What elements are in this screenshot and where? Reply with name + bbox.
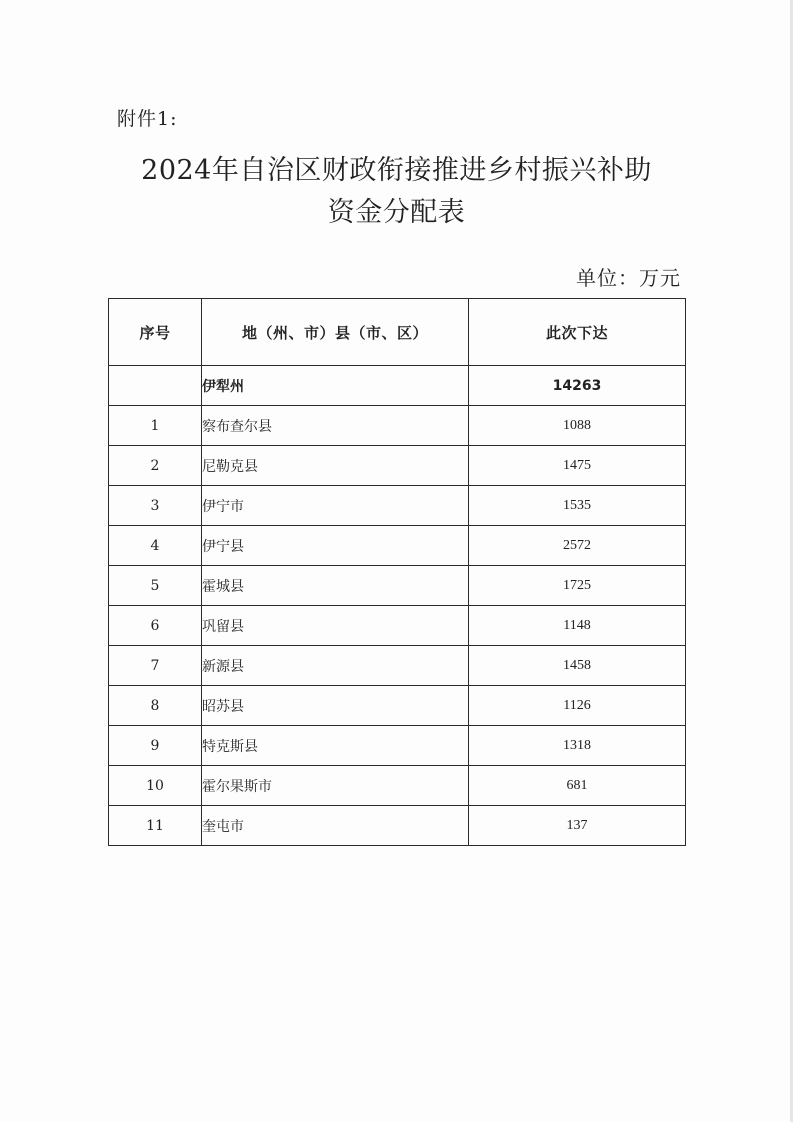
unit-label: 单位：万元 <box>576 266 681 290</box>
row-region: 特克斯县 <box>202 726 469 766</box>
table-row <box>109 766 686 806</box>
row-amount: 1535 <box>469 486 686 526</box>
row-no: 9 <box>109 726 202 766</box>
row-region: 新源县 <box>202 646 469 686</box>
table-row <box>109 526 686 566</box>
subtotal-amount: 14263 <box>469 366 686 406</box>
row-no: 2 <box>109 446 202 486</box>
table-row <box>109 566 686 606</box>
table-row <box>109 486 686 526</box>
row-no: 1 <box>109 406 202 446</box>
row-region: 尼勒克县 <box>202 446 469 486</box>
header-amount: 此次下达 <box>469 299 686 366</box>
row-no: 7 <box>109 646 202 686</box>
row-no: 4 <box>109 526 202 566</box>
row-amount: 1725 <box>469 566 686 606</box>
table-header-row <box>109 299 686 366</box>
row-amount: 1475 <box>469 446 686 486</box>
table-row <box>109 646 686 686</box>
row-amount: 1458 <box>469 646 686 686</box>
row-no: 3 <box>109 486 202 526</box>
attachment-label: 附件1: <box>117 108 178 130</box>
table-row <box>109 806 686 846</box>
subtotal-no <box>109 366 202 406</box>
row-region: 奎屯市 <box>202 806 469 846</box>
subtotal-row <box>109 366 686 406</box>
row-region: 霍尔果斯市 <box>202 766 469 806</box>
row-no: 5 <box>109 566 202 606</box>
subtotal-region: 伊犁州 <box>202 366 469 406</box>
row-amount: 2572 <box>469 526 686 566</box>
header-no: 序号 <box>109 299 202 366</box>
row-amount: 1148 <box>469 606 686 646</box>
row-no: 8 <box>109 686 202 726</box>
row-amount: 1088 <box>469 406 686 446</box>
row-amount: 1126 <box>469 686 686 726</box>
table-row <box>109 446 686 486</box>
title-line-2: 资金分配表 <box>327 197 466 228</box>
row-region: 伊宁县 <box>202 526 469 566</box>
row-region: 昭苏县 <box>202 686 469 726</box>
document-title <box>60 150 733 234</box>
table-row <box>109 686 686 726</box>
header-region: 地（州、市）县（市、区） <box>202 299 469 366</box>
table-row <box>109 726 686 766</box>
row-amount: 681 <box>469 766 686 806</box>
row-no: 11 <box>109 806 202 846</box>
table-row <box>109 406 686 446</box>
row-region: 伊宁市 <box>202 486 469 526</box>
row-region: 察布查尔县 <box>202 406 469 446</box>
row-region: 巩留县 <box>202 606 469 646</box>
row-amount: 137 <box>469 806 686 846</box>
row-no: 6 <box>109 606 202 646</box>
table-row <box>109 606 686 646</box>
title-line-1: 2024年自治区财政衔接推进乡村振兴补助 <box>141 155 652 186</box>
row-no: 10 <box>109 766 202 806</box>
row-amount: 1318 <box>469 726 686 766</box>
row-region: 霍城县 <box>202 566 469 606</box>
allocation-table <box>108 298 686 846</box>
